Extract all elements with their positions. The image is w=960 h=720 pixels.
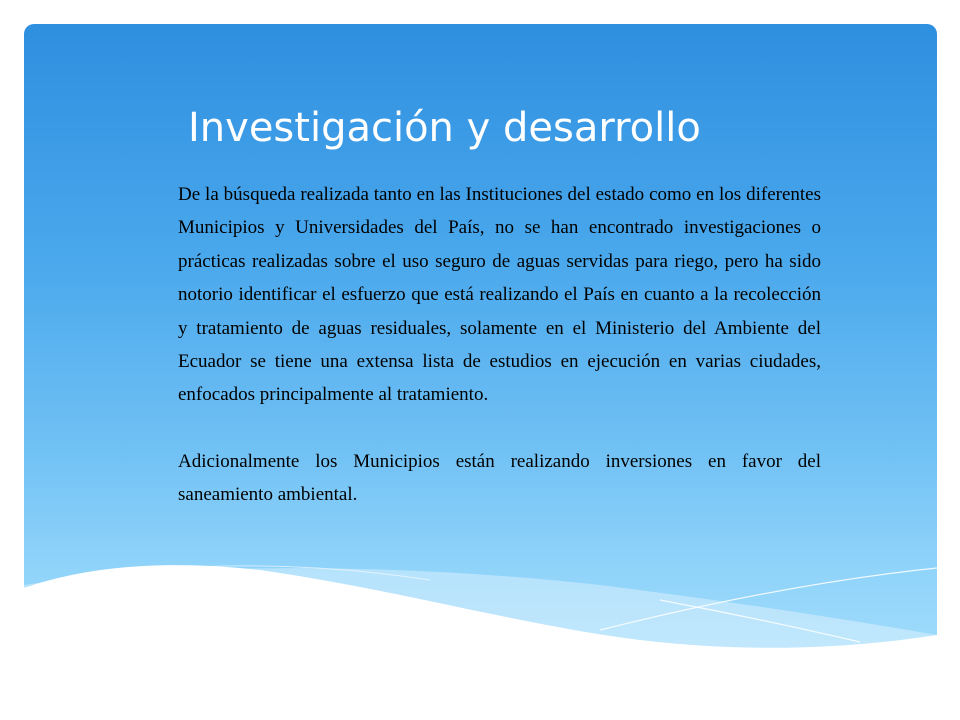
paragraph-2: Adicionalmente los Municipios están realizando inversiones en favor del saneamiento ambiental. <box>178 450 821 506</box>
body-text <box>178 178 821 512</box>
paragraph-1: De la búsqueda realizada tanto en las Instituciones del estado como en los diferentes Municipios y Universidades del País, no se han encontrado investigaciones o prácticas realizadas sobre el uso seguro de aguas servidas para riego, pero ha sido notorio identificar el esfuerzo que está realizando el País en cuanto a la recolección y tratamiento de aguas residuales, solamente en el Ministerio del Ambiente del Ecuador se tiene una extensa lista de estudios en ejecución en varias ciudades, enfocados principalmente al tratamiento. <box>178 184 821 406</box>
slide-title: Investigación y desarrollo <box>188 105 701 151</box>
